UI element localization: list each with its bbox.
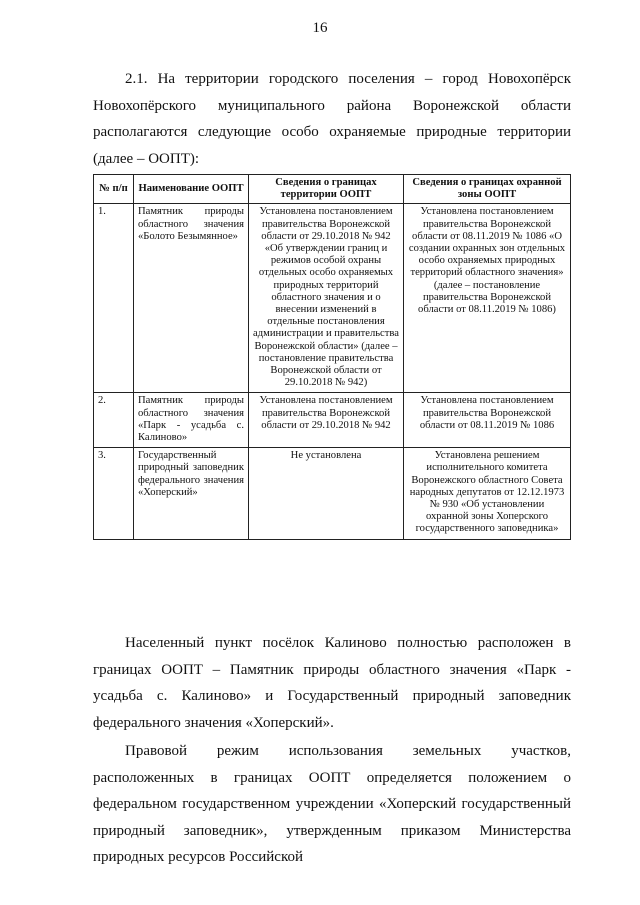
page-number: 16: [312, 20, 328, 36]
row-zone: Установлена постановлением правительства Воронежской области от 08.11.2019 № 1086 «О создании охранных зон отдельных особо охраняемых природных территорий областного значения» (далее – постановление правительства Воронежской области от 08.11.2019 № 1086): [404, 204, 571, 393]
row-num: 2.: [94, 393, 134, 448]
paragraph-legal-regime-text: Правовой режим использования земельных участков, расположенных в границах ООПТ определяется положением о федеральном государственном учреждении «Хоперский государственный природный заповедник», утвержденным приказом Министерства природных ресурсов Российской: [93, 743, 571, 865]
header-name: Наименование ООПТ: [134, 175, 249, 204]
row-name: Государственный природный заповедник федерального значения «Хоперский»: [134, 448, 249, 539]
header-territory: Сведения о границах территории ООПТ: [249, 175, 404, 204]
row-zone: Установлена решением исполнительного комитета Воронежского областного Совета народных депутатов от 12.12.1973 № 930 «Об установлении охранной зоны Хоперского государственного заповедника»: [404, 448, 571, 539]
table-row: [94, 204, 571, 393]
row-territory: Установлена постановлением правительства Воронежской области от 29.10.2018 № 942 «Об утверждении границ и режимов особой охраны отдельных особо охраняемых природных территорий областного значения и о внесении изменений в отдельные постановления администрации и правительства Воронежской области» (далее – постановление правительства Воронежской области от 29.10.2018 № 942): [249, 204, 404, 393]
intro-text: 2.1. На территории городского поселения – город Новохопёрск Новохопёрского муниципального района Воронежской области располагаются следующие особо охраняемые природные территории (далее – ООПТ):: [93, 71, 571, 167]
row-name: Памятник природы областного значения «Болото Безымянное»: [134, 204, 249, 393]
row-name: Памятник природы областного значения «Парк - усадьба с. Калиново»: [134, 393, 249, 448]
row-territory: Не установлена: [249, 448, 404, 539]
table-header-row: [94, 175, 571, 204]
header-zone: Сведения о границах охранной зоны ООПТ: [404, 175, 571, 204]
table-row: [94, 393, 571, 448]
paragraph-kalinovo: [93, 630, 571, 736]
oopt-table: [93, 174, 571, 540]
table-row: [94, 448, 571, 539]
header-num: № п/п: [94, 175, 134, 204]
row-num: 1.: [94, 204, 134, 393]
intro-paragraph: [93, 66, 571, 172]
paragraph-legal-regime: [93, 738, 571, 871]
paragraph-kalinovo-text: Населенный пункт посёлок Калиново полностью расположен в границах ООПТ – Памятник природы областного значения «Парк - усадьба с. Калиново» и Государственный природный заповедник федерального значения «Хоперский».: [93, 635, 571, 731]
row-territory: Установлена постановлением правительства Воронежской области от 29.10.2018 № 942: [249, 393, 404, 448]
row-num: 3.: [94, 448, 134, 539]
row-zone: Установлена постановлением правительства Воронежской области от 08.11.2019 № 1086: [404, 393, 571, 448]
